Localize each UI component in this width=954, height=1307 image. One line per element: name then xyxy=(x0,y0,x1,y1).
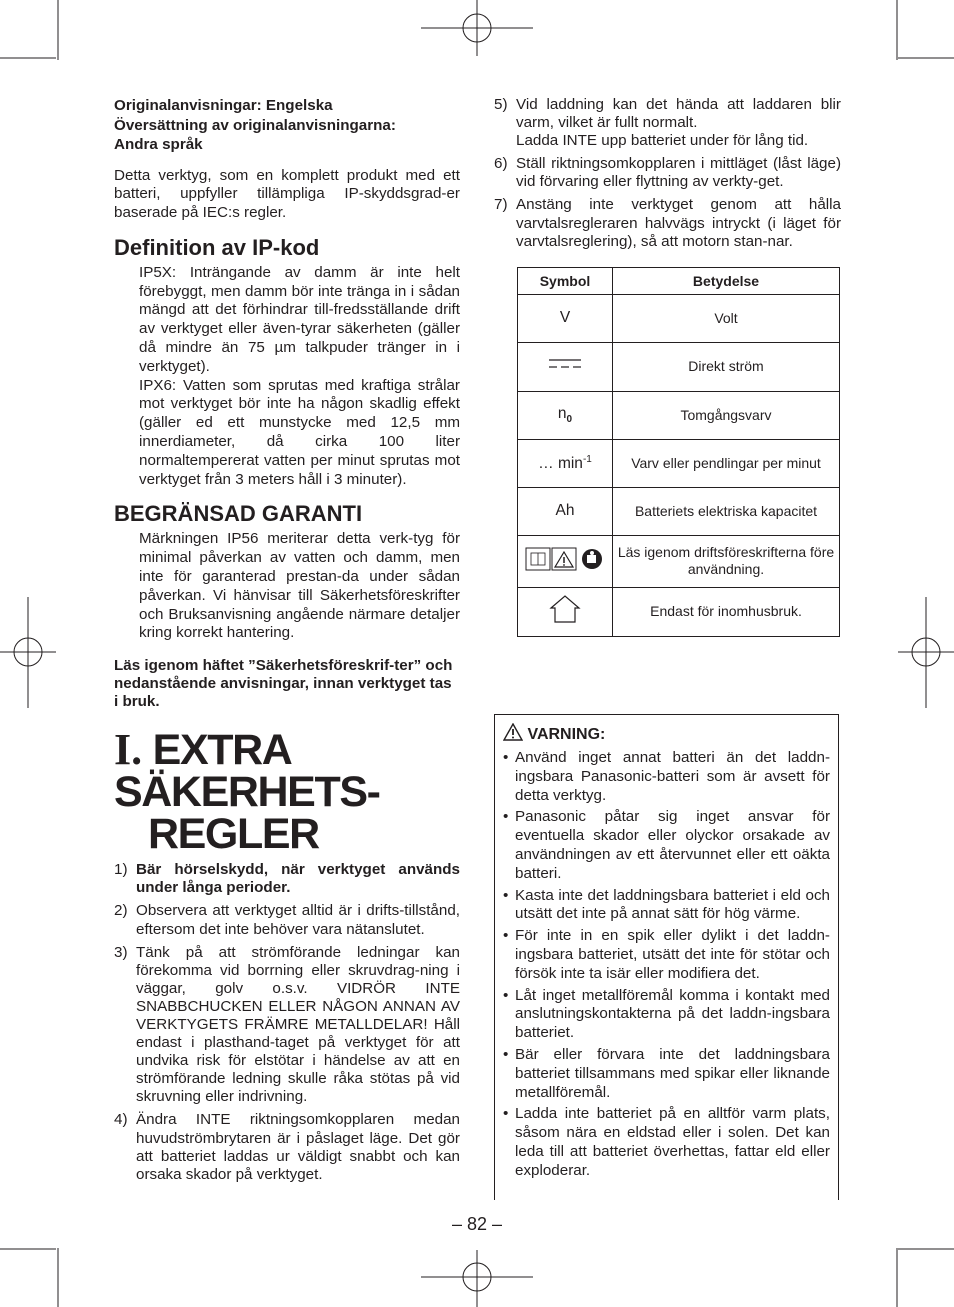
chapter-title-line-1: EXTRA SÄKERHETS- xyxy=(114,726,380,817)
manual-book-icon xyxy=(526,548,550,570)
warning-box xyxy=(494,714,839,1200)
table-row: Direkt ström xyxy=(518,342,840,391)
read-instructions-icon xyxy=(582,549,602,569)
list-item: 1) Bär hörselskydd, när verktyget används under långa perioder. xyxy=(114,861,460,897)
table-row: Ah Batteriets elektriska kapacitet xyxy=(518,487,840,535)
page-number: – 82 – xyxy=(451,1214,503,1234)
chapter-title-line-2: REGLER xyxy=(148,810,319,859)
rules-list-left xyxy=(114,861,460,1184)
list-item: 3) Tänk på att strömförande ledningar kan förekomma vid borrning eller skruvdrag-ning i väggar, golv o.s.v. VIDRÖR INTE SNABBCHUCKEN ELLER NÅGON ANNAN AV VERKTYGETS FRÄMRE METALLDELAR! Håll endast i plasthand-taget på verktyget för att undvika risk för elstötar i händelse av att en strömförande ledning skulle råka stötas på vid skruvning eller indrivning. xyxy=(114,943,460,1106)
list-item: • Låt inget metallföremål komma i kontakt med anslutningskontakterna på det laddn-ingsbara batteriet. xyxy=(503,986,830,1042)
warranty-heading: BEGRÄNSAD GARANTI xyxy=(114,501,363,527)
left-column xyxy=(114,96,460,1189)
list-item: • Ladda inte batteriet på en alltför varm plats, såsom nära en eldstad eller i solen. Det kan leda till att batteriet överhettas, fattar eld eller exploderar. xyxy=(503,1105,830,1179)
list-item: • För inte in en spik eller dylikt i det laddn-ingsbara batteriet, utsätt det inte för stötar och försök inte ta isär eller modifiera det. xyxy=(503,927,830,982)
list-item: • Bär eller förvara inte det laddningsbara batteriet tillsammans med spikar eller liknande metallföremål. xyxy=(503,1045,830,1101)
lead-paragraph: Detta verktyg, som en komplett produkt med ett batteri, uppfyller tillämpliga IP-skyddsgrad-er baserade på IEC:s regler. xyxy=(114,166,460,222)
chapter-title xyxy=(114,725,460,859)
warning-title: VARNING: xyxy=(503,723,830,745)
warning-triangle-icon xyxy=(552,548,576,570)
read-manual-icons xyxy=(524,544,606,574)
list-item: 6) Ställ riktningsomkopplaren i mittläget (låst läge) vid förvaring eller flyttning av verkty-get. xyxy=(494,155,841,191)
indoor-use-house-icon xyxy=(548,594,582,624)
rules-list-right xyxy=(494,96,841,251)
read-booklet-note: Läs igenom häftet ”Säkerhetsföreskrif-ter” och nedanstående anvisningar, innan verktyget tas i bruk. xyxy=(114,657,453,711)
ipx6-paragraph: IPX6: Vatten som sprutas med kraftiga strålar mot verktyget bör inte ha någon skadlig effekt (gäller ed ett munstycke med 12,5 mm innerdiameter, då cirka 100 liter normaltempererat vatten per minut sprutas mot verktyget från 3 meters håll i 3 minuter). xyxy=(139,376,460,488)
table-row: V Volt xyxy=(518,294,840,342)
list-item: • Panasonic påtar sig inget ansvar för eventuella skador eller olyckor orsakade av användningen av ett återvunnet eller ett oäkta batteri. xyxy=(503,808,830,882)
table-row: Läs igenom driftsföreskrifterna före användning. xyxy=(518,535,840,587)
meaning-column-header: Betydelse xyxy=(613,267,840,294)
right-column xyxy=(494,96,841,637)
original-instructions-note: Originalanvisningar: Engelska Översättning av originalanvisningarna: Andra språk xyxy=(114,97,396,153)
warning-list xyxy=(503,749,830,1181)
symbol-column-header: Symbol xyxy=(518,267,613,294)
direct-current-icon xyxy=(547,357,583,371)
list-item: • Kasta inte det laddningsbara batteriet i eld och utsätt det inte på annat sätt för hög värme. xyxy=(503,886,830,923)
table-row: Endast för inomhusbruk. xyxy=(518,587,840,636)
warning-icon xyxy=(503,723,523,741)
warranty-paragraph: Märkningen IP56 meriterar detta verk-tyg för minimal påverkan av vatten och damm, men inte för garanterad prestan-da under sådan påverkan. Vi hänvisar till Säkerhetsföreskrifter och Bruksanvisning angående närmare detaljer kring korrekt hantering. xyxy=(139,530,460,642)
table-header-row xyxy=(518,267,840,294)
list-item: 2) Observera att verktyget alltid är i drifts-tillstånd, eftersom det inte behöver vara nätanslutet. xyxy=(114,902,460,938)
ip5x-paragraph: IP5X: Inträngande av damm är inte helt förebyggt, men damm bör inte tränga in i sådan mängd att det förhindrar till-fredsställande drift av verktyget eller även-tyrar säkerheten (gäller då mindre än 75 µm talkpuder tränger in i verktyget). xyxy=(139,263,460,375)
chapter-number: I. xyxy=(114,725,143,775)
list-item: 4) Ändra INTE riktningsomkopplaren medan huvudströmbrytaren är i påslaget läge. Det gör att batteriet laddas ur väldigt snabbt och kan orsaka skador på verktyget. xyxy=(114,1111,460,1183)
list-item: 7) Anstäng inte verktyget genom att hålla varvtalsregleraren halvvägs intryckt (i läget för varvtalsreglering), så att motorn stan-nar. xyxy=(494,196,841,250)
table-row: $n_0$ Tomgångsvarv xyxy=(518,391,840,439)
table-row: … $\min^{-1}$ Varv eller pendlingar per minut xyxy=(518,439,840,487)
list-item: 5) Vid laddning kan det hända att laddaren blir varm, vilket är fullt normalt. Ladda INTE upp batteriet under för lång tid. xyxy=(494,96,841,150)
ip-code-heading: Definition av IP-kod xyxy=(114,234,320,260)
symbol-table xyxy=(517,267,840,637)
list-item: • Använd inget annat batteri än det laddn-ingsbara Panasonic-batteri som är avsett för detta verktyg. xyxy=(503,749,830,804)
